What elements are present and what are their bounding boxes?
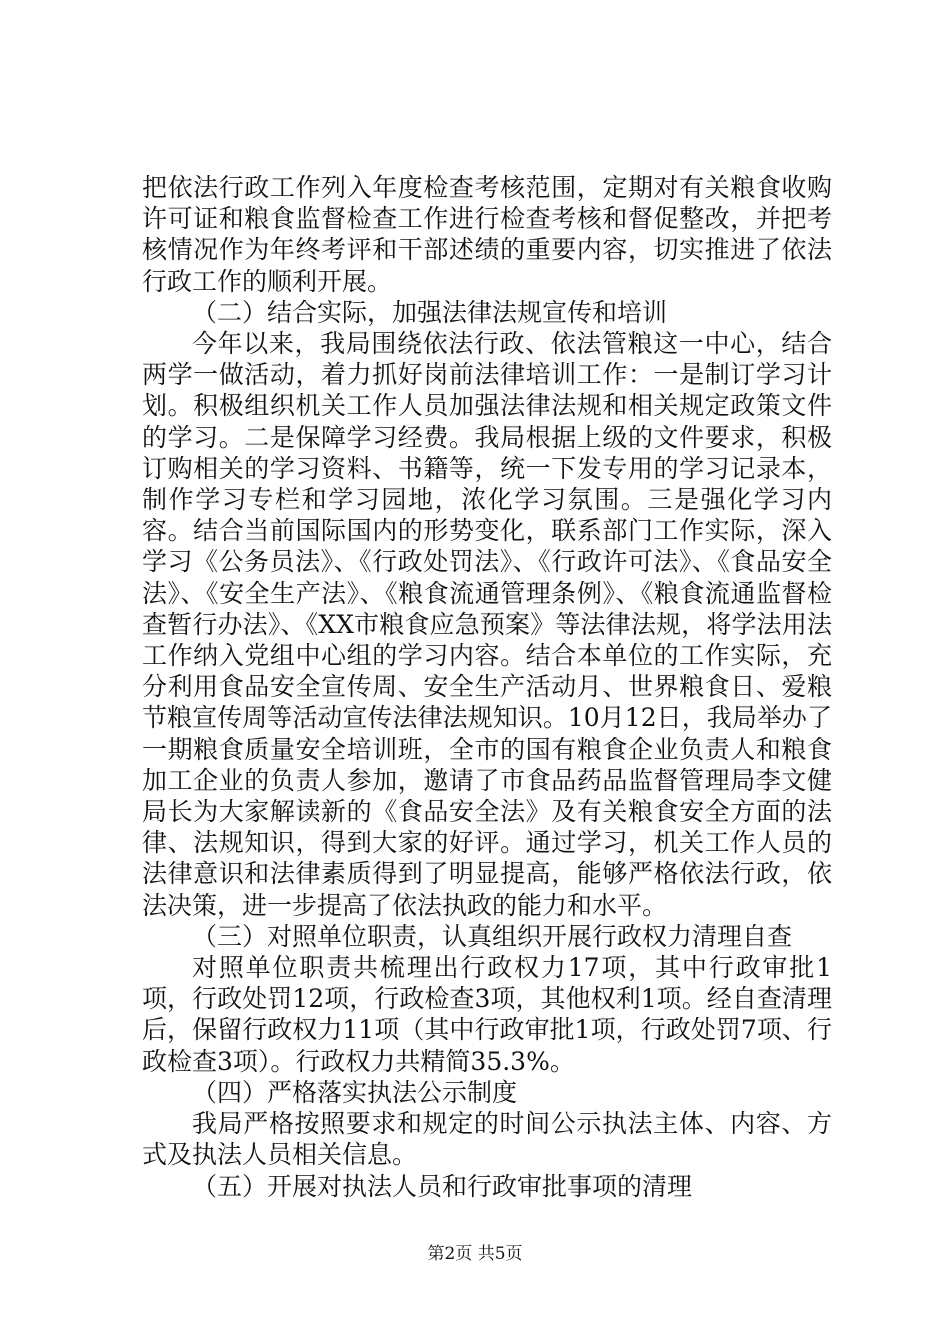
page-footer: 第2页 共5页 [427, 1244, 523, 1264]
section-heading-3: （三）对照单位职责，认真组织开展行政权力清理自查 [192, 921, 793, 951]
document-body [142, 172, 832, 1202]
paragraph-publicity: 我局严格按照要求和规定的时间公示执法主体、内容、方式及执法人员相关信息。 [142, 1109, 832, 1170]
paragraph-power-review: 对照单位职责共梳理出行政权力17项，其中行政审批1项，行政处罚12项，行政检查3项，其他权利1项。经自查清理后，保留行政权力11项（其中行政审批1项，行政处罚7项、行政检查3项）。行政权力共精简35.3%。 [142, 953, 832, 1076]
paragraph-training: 今年以来，我局围绕依法行政、依法管粮这一中心，结合两学一做活动，着力抓好岗前法律培训工作：一是制订学习计划。积极组织机关工作人员加强法律法规和相关规定政策文件的学习。二是保障学习经费。我局根据上级的文件要求，积极订购相关的学习资料、书籍等，统一下发专用的学习记录本，制作学习专栏和学习园地，浓化学习氛围。三是强化学习内容。结合当前国际国内的形势变化，联系部门工作实际，深入学习《公务员法》、《行政处罚法》、《行政许可法》、《食品安全法》、《安全生产法》、《粮食流通管理条例》、《粮食流通监督检查暂行办法》、《XX市粮食应急预案》等法律法规，将学法用法工作纳入党组中心组的学习内容。结合本单位的工作实际，充分利用食品安全宣传周、安全生产活动月、世界粮食日、爱粮节粮宣传周等活动宣传法律法规知识。10月12日，我局举办了一期粮食质量安全培训班，全市的国有粮食企业负责人和粮食加工企业的负责人参加，邀请了市食品药品监督管理局李文健局长为大家解读新的《食品安全法》及有关粮食安全方面的法律、法规知识，得到大家的好评。通过学习，机关工作人员的法律意识和法律素质得到了明显提高，能够严格依法行政，依法决策，进一步提高了依法执政的能力和水平。 [142, 329, 832, 920]
section-heading-5: （五）开展对执法人员和行政审批事项的清理 [192, 1171, 693, 1201]
paragraph-continuation: 把依法行政工作列入年度检查考核范围，定期对有关粮食收购许可证和粮食监督检查工作进行检查考核和督促整改，并把考核情况作为年终考评和干部述绩的重要内容，切实推进了依法行政工作的顺利开展。 [142, 173, 832, 296]
section-heading-4: （四）严格落实执法公示制度 [192, 1077, 518, 1107]
section-heading-2: （二）结合实际，加强法律法规宣传和培训 [192, 297, 668, 327]
